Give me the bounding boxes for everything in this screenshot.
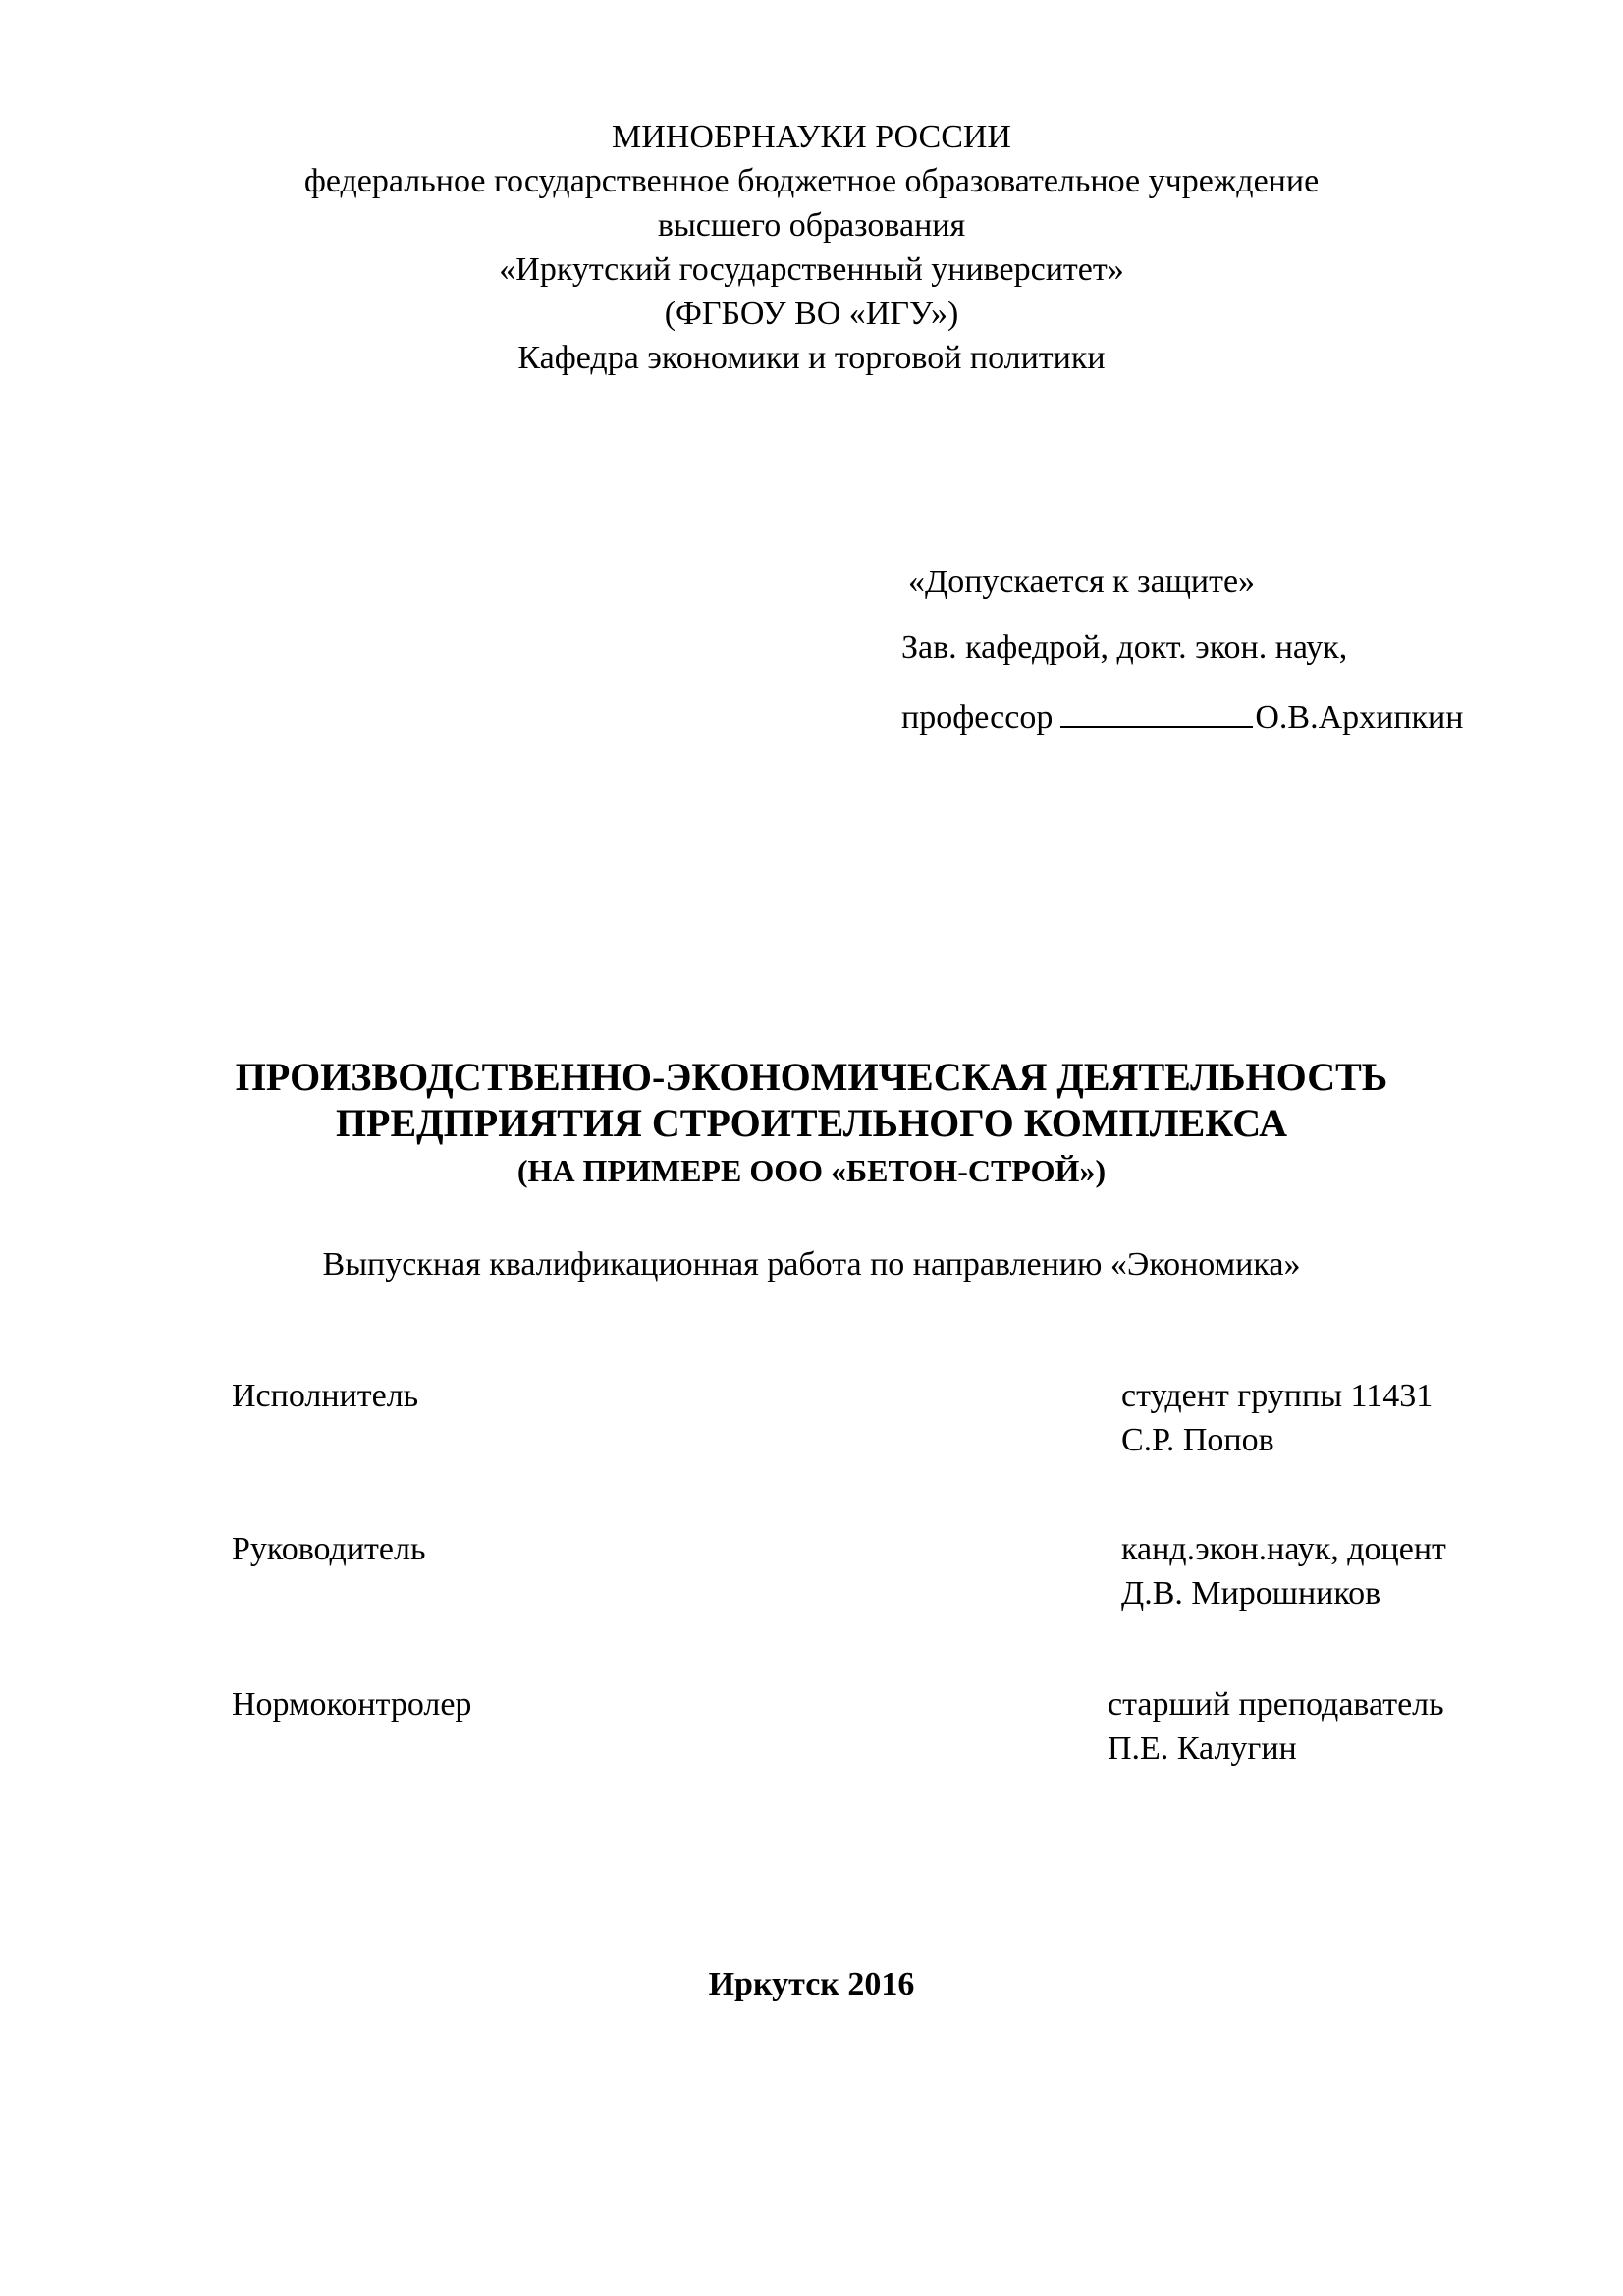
thesis-title-line-1: ПРОИЗВОДСТВЕННО-ЭКОНОМИЧЕСКАЯ ДЕЯТЕЛЬНОСТЬ	[235, 1055, 1388, 1099]
role-normcontrol-name: П.Е. Калугин	[1108, 1730, 1297, 1767]
role-normcontrol-label: Нормоконтролер	[232, 1686, 472, 1722]
signature-blank	[1060, 696, 1253, 728]
department-line: Кафедра экономики и торговой политики	[517, 340, 1106, 376]
role-supervisor-name: Д.В. Мирошников	[1121, 1575, 1381, 1612]
city-year: Иркутск 2016	[708, 1966, 915, 2002]
role-normcontrol-detail: старший преподаватель	[1108, 1686, 1444, 1722]
role-supervisor-label: Руководитель	[232, 1531, 426, 1567]
head-position: Зав. кафедрой, докт. экон. наук,	[901, 629, 1348, 666]
university-line: «Иркутский государственный университет»	[499, 251, 1124, 288]
admitted-to-defense: «Допускается к защите»	[908, 564, 1256, 600]
work-type-line: Выпускная квалификационная работа по направлению «Экономика»	[322, 1246, 1301, 1283]
role-executor-detail: студент группы 11431	[1121, 1378, 1434, 1414]
role-supervisor-detail: канд.экон.наук, доцент	[1121, 1531, 1446, 1567]
thesis-title-line-3: (НА ПРИМЕРЕ ООО «БЕТОН-СТРОЙ»)	[516, 1153, 1107, 1188]
head-signature-line	[901, 696, 1463, 738]
education-level-line: высшего образования	[657, 207, 966, 244]
head-name: О.В.Архипкин	[1255, 699, 1464, 736]
role-executor-name: С.Р. Попов	[1121, 1422, 1274, 1458]
ministry-line: МИНОБРНАУКИ РОССИИ	[611, 119, 1011, 155]
institution-type-line: федеральное государственное бюджетное образовательное учреждение	[303, 163, 1320, 199]
abbreviation-line: (ФГБОУ ВО «ИГУ»)	[664, 296, 959, 332]
role-executor-label: Исполнитель	[232, 1378, 419, 1414]
thesis-title-line-2: ПРЕДПРИЯТИЯ СТРОИТЕЛЬНОГО КОМПЛЕКСА	[335, 1101, 1288, 1145]
head-title-prefix: профессор	[901, 699, 1054, 736]
